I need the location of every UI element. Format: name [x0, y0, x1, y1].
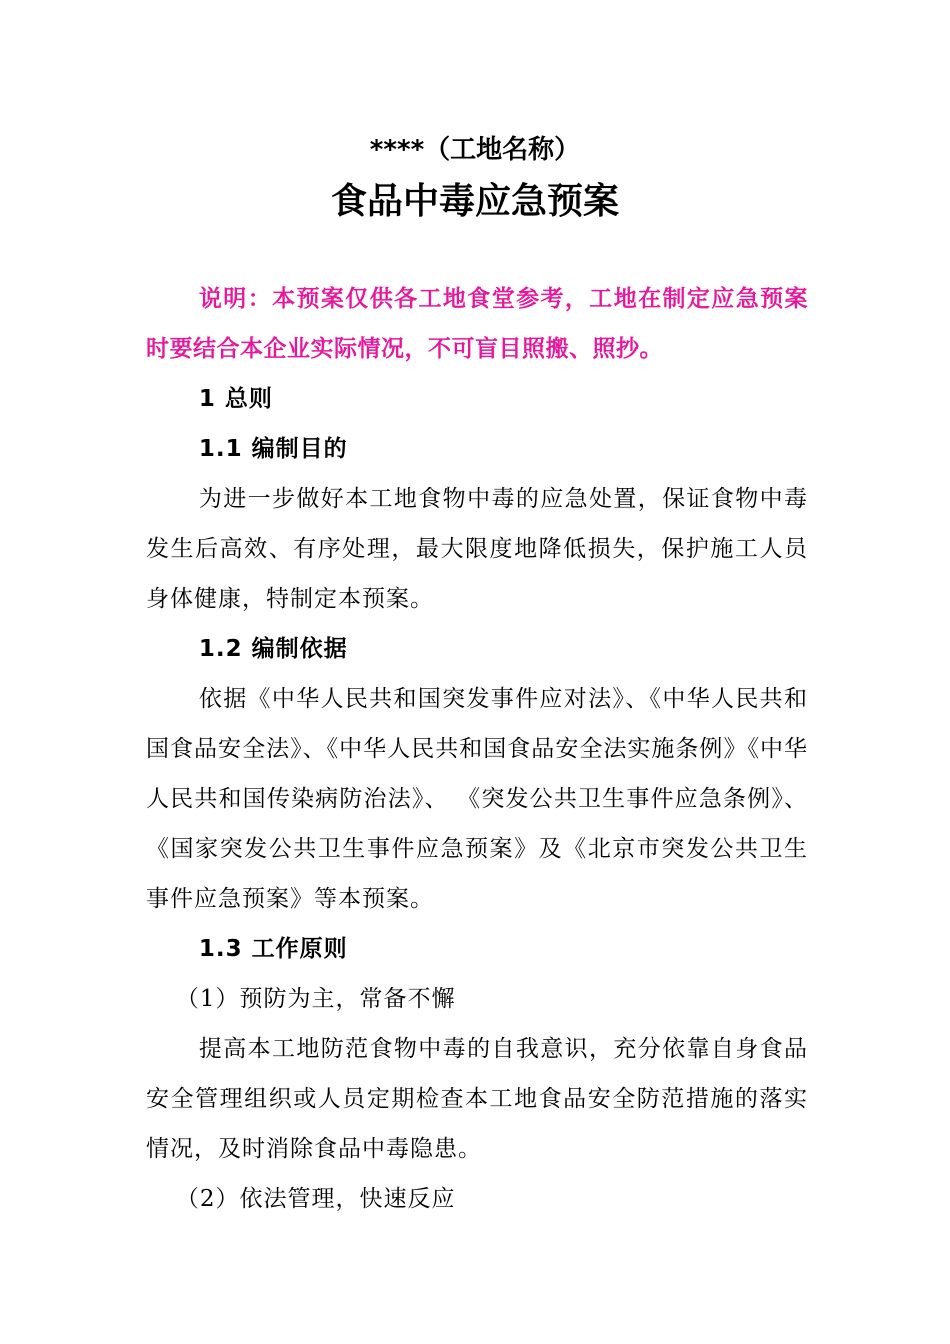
- site-name-title: ****（工地名称）: [369, 135, 581, 165]
- principle-item-2: （2）依法管理，快速反应: [175, 1186, 456, 1212]
- paragraph-basis: 依据《中华人民共和国突发事件应对法》、《中华人民共和国食品安全法》、《中华人民共和国食品安全法实施条例》《中华人民共和国传染病防治法》、 《突发公共卫生事件应急条例》、《国家突发公共卫生事件应急预案》及《北京市突发公共卫生事件应急预案》等本预案。: [146, 686, 808, 912]
- note-paragraph: 说明：本预案仅供各工地食堂参考，工地在制定应急预案时要结合本企业实际情况，不可盲目照搬、照抄。: [146, 286, 808, 362]
- paragraph-principle-1: 提高本工地防范食物中毒的自我意识，充分依靠自身食品安全管理组织或人员定期检查本工地食品安全防范措施的落实情况，及时消除食品中毒隐患。: [146, 1036, 808, 1162]
- section-heading-purpose: 1.1 编制目的: [198, 436, 348, 462]
- principle-item-1: （1）预防为主，常备不懈: [175, 986, 456, 1012]
- section-heading-principles: 1.3 工作原则: [198, 936, 348, 962]
- document-body: [146, 274, 808, 1224]
- document-title: 食品中毒应急预案: [330, 181, 619, 222]
- section-heading-basis: 1.2 编制依据: [198, 636, 348, 662]
- section-heading-general: 1 总则: [198, 386, 273, 412]
- paragraph-purpose: 为进一步做好本工地食物中毒的应急处置，保证食物中毒发生后高效、有序处理，最大限度地降低损失，保护施工人员身体健康，特制定本预案。: [146, 486, 808, 612]
